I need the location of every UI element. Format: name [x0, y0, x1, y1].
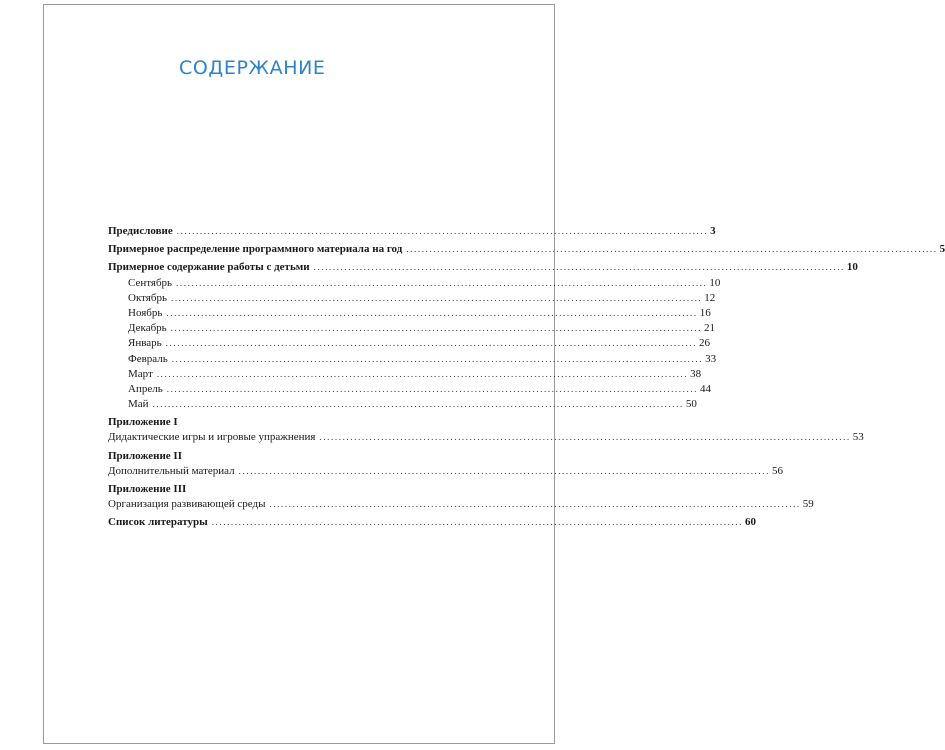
toc-entry-october[interactable] [108, 291, 716, 306]
toc-entry-page: 59 [802, 498, 814, 511]
toc-entry-label: Октябрь [128, 291, 167, 304]
toc-entry-page: 21 [704, 322, 716, 335]
appendix-1-heading: Приложение I [108, 416, 178, 429]
toc-entry-january[interactable] [108, 336, 710, 351]
toc-entry-label: Примерное распределение программного материала на год [108, 243, 403, 256]
toc-entry-appendix-1[interactable] [108, 430, 864, 445]
toc-entry-page: 53 [852, 431, 864, 444]
toc-entry-page: 26 [698, 337, 710, 350]
toc-entry-label: Май [128, 398, 149, 411]
toc-entry-december[interactable] [108, 321, 716, 336]
dot-leader: .......................................................................................................................................... [171, 353, 704, 364]
toc-entry-content[interactable] [108, 260, 858, 275]
dot-leader: .......................................................................................................................................... [166, 383, 699, 394]
toc-entry-appendix-3[interactable] [108, 497, 814, 512]
toc-entry-page: 10 [709, 276, 721, 289]
toc-entry-march[interactable] [108, 367, 702, 382]
toc-entry-page: 38 [690, 367, 702, 380]
toc-entry-label: Список литературы [108, 516, 208, 529]
toc-entry-label: Сентябрь [128, 276, 173, 289]
toc-entry-preface[interactable] [108, 224, 716, 239]
toc-entry-distribution[interactable] [108, 242, 945, 257]
toc-entry-page: 3 [710, 225, 716, 237]
dot-leader: .......................................................................................................................................... [170, 292, 703, 303]
toc-entry-page: 50 [685, 398, 697, 411]
toc-entry-label: Апрель [128, 382, 163, 395]
toc-entry-label: Декабрь [128, 322, 167, 335]
toc-entry-label: Март [128, 367, 153, 380]
dot-leader: .......................................................................................................................................... [156, 368, 689, 379]
toc-entry-label: Ноябрь [128, 306, 163, 319]
toc-entry-label: Дидактические игры и игровые упражнения [108, 431, 316, 444]
toc-entry-page: 12 [704, 291, 716, 304]
toc-entry-page: 16 [699, 306, 711, 319]
page-title: СОДЕРЖАНИЕ [179, 57, 326, 79]
toc-entry-label: Февраль [128, 352, 168, 365]
toc-entry-page: 33 [705, 352, 717, 365]
toc-entry-references[interactable] [108, 515, 756, 530]
toc-entry-label: Дополнительный материал [108, 464, 235, 477]
toc-entry-label: Предисловие [108, 225, 173, 237]
toc-entry-label: Примерное содержание работы с детьми [108, 261, 310, 274]
dot-leader: .......................................................................................................................................... [269, 499, 801, 510]
document-page [43, 4, 945, 744]
dot-leader: .......................................................................................................................................... [166, 307, 698, 318]
toc-entry-label: Организация развивающей среды [108, 498, 266, 511]
toc-entry-april[interactable] [108, 382, 712, 397]
toc-entry-page: 56 [771, 464, 783, 477]
dot-leader: .......................................................................................................................................... [165, 338, 697, 349]
toc-entry-page: 10 [846, 261, 858, 274]
toc-entry-may[interactable] [108, 397, 697, 412]
toc-entry-page: 5 [939, 243, 945, 256]
dot-leader: .......................................................................................................................................... [319, 432, 851, 443]
dot-leader: .......................................................................................................................................... [238, 465, 770, 476]
dot-leader: .......................................................................................................................................... [152, 399, 684, 410]
dot-leader: .......................................................................................................................................... [176, 277, 708, 288]
appendix-3-heading: Приложение III [108, 483, 187, 495]
toc-entry-february[interactable] [108, 352, 717, 367]
toc-entry-appendix-2[interactable] [108, 464, 783, 479]
dot-leader: .......................................................................................................................................... [211, 517, 743, 528]
appendix-2-heading: Приложение II [108, 449, 182, 462]
dot-leader: .......................................................................................................................................... [176, 226, 709, 236]
table-of-contents [108, 224, 945, 531]
toc-entry-september[interactable] [108, 276, 721, 291]
toc-entry-label: Январь [128, 337, 162, 350]
toc-entry-page: 60 [745, 516, 756, 529]
dot-leader: .......................................................................................................................................... [406, 244, 938, 255]
toc-entry-page: 44 [700, 382, 712, 395]
dot-leader: .......................................................................................................................................... [170, 323, 703, 334]
toc-entry-november[interactable] [108, 306, 711, 321]
dot-leader: .......................................................................................................................................... [313, 262, 845, 273]
